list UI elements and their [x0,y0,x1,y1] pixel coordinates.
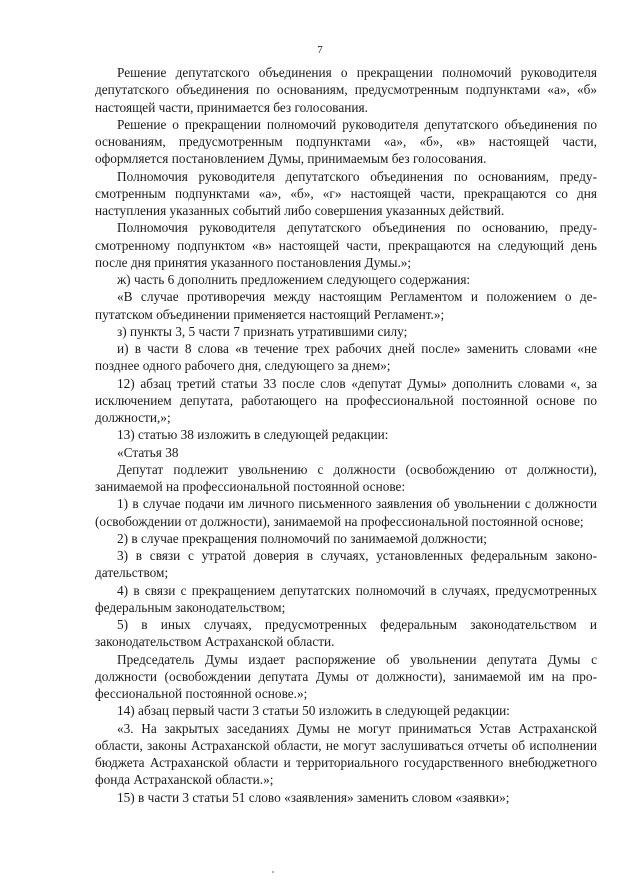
page-number: 7 [317,44,323,56]
list-item: 2) в случае прекращения полномочий по занимаемой должности; [117,530,487,546]
paragraph: 12) абзац третий статьи 33 после слов «депутат Думы» дополнить словами «, за исключением депутата, работающего на профессиональной постоянной основе по должности,»; [95,375,597,425]
article-heading: «Статья 38 [117,444,179,460]
paragraph: и) в части 8 слова «в течение трех рабочих дней после» заменить словами «не позднее одного рабочего дня, следующего за днем»; [95,341,597,374]
paragraph: «В случае противоречия между настоящим Регламентом и положением о депутатском объединении применяется настоящий Регламент.»; [95,289,597,322]
paragraph: з) пункты 3, 5 части 7 признать утратившими силу; [117,323,408,339]
paragraph: Решение депутатского объединения о прекращении полномочий руководителя депутатского объединения по основаниям, предусмотренным подпунктами «а», «б» настоящей части, принимается без голосования. [95,65,597,115]
list-item: 1) в случае подачи им личного письменного заявления об увольнении с должности (освобождении от должности), занимаемой на профессиональной постоянной основе; [95,496,597,529]
paragraph: ж) часть 6 дополнить предложением следующего содержания: [117,272,471,287]
paragraph: Председатель Думы издает распоряжение об увольнении депутата Думы с должности (освобождении депутата Думы от должности), занимаемой им на профессиональной постоянной основе.»; [95,651,597,701]
list-item: 3) в связи с утратой доверия в случаях, установленных федеральным законодательством; [95,548,597,581]
list-item: 4) в связи с прекращением депутатских полномочий в случаях, предусмотренных федеральным законодательством; [95,582,597,615]
paragraph: Решение о прекращении полномочий руководителя депутатского объединения по основаниям, предусмотренным подпунктами «а», «б», «в» настоящей части, оформляется постановлением Думы, принимаемым без голосования. [95,116,597,167]
list-item: 5) в иных случаях, предусмотренных федеральным законодательством и законодательством Астраханской области. [95,617,597,650]
paragraph: 14) абзац первый части 3 статьи 50 изложить в следующей редакции: [117,703,510,719]
paragraph: Полномочия руководителя депутатского объединения по основанию, предусмотренному подпунктом «в» настоящей части, прекращаются на следующий день после дня принятия указанного постановления Думы.»; [95,220,597,270]
scan-speck [272,871,274,873]
paragraph: Депутат подлежит увольнению с должности (освобождению от должности), занимаемой на профессиональной постоянной основе: [95,461,597,494]
paragraph: «3. На закрытых заседаниях Думы не могут приниматься Устав Астраханской области, законы Астраханской области, не могут заслушиваться отчеты об исполнении бюджета Астраханской области и территориального государственного внебюджетного фонда Астраханской области.»; [95,720,597,788]
paragraph: Полномочия руководителя депутатского объединения по основаниям, предусмотренным подпунктами «а», «б», «г» настоящей части, прекращаются со дня наступления указанных событий либо совершения указанных действий. [95,168,597,218]
paragraph: 13) статью 38 изложить в следующей редакции: [117,427,389,443]
paragraph: 15) в части 3 статьи 51 слово «заявления» заменить словом «заявки»; [117,789,510,805]
document-body [95,64,597,806]
